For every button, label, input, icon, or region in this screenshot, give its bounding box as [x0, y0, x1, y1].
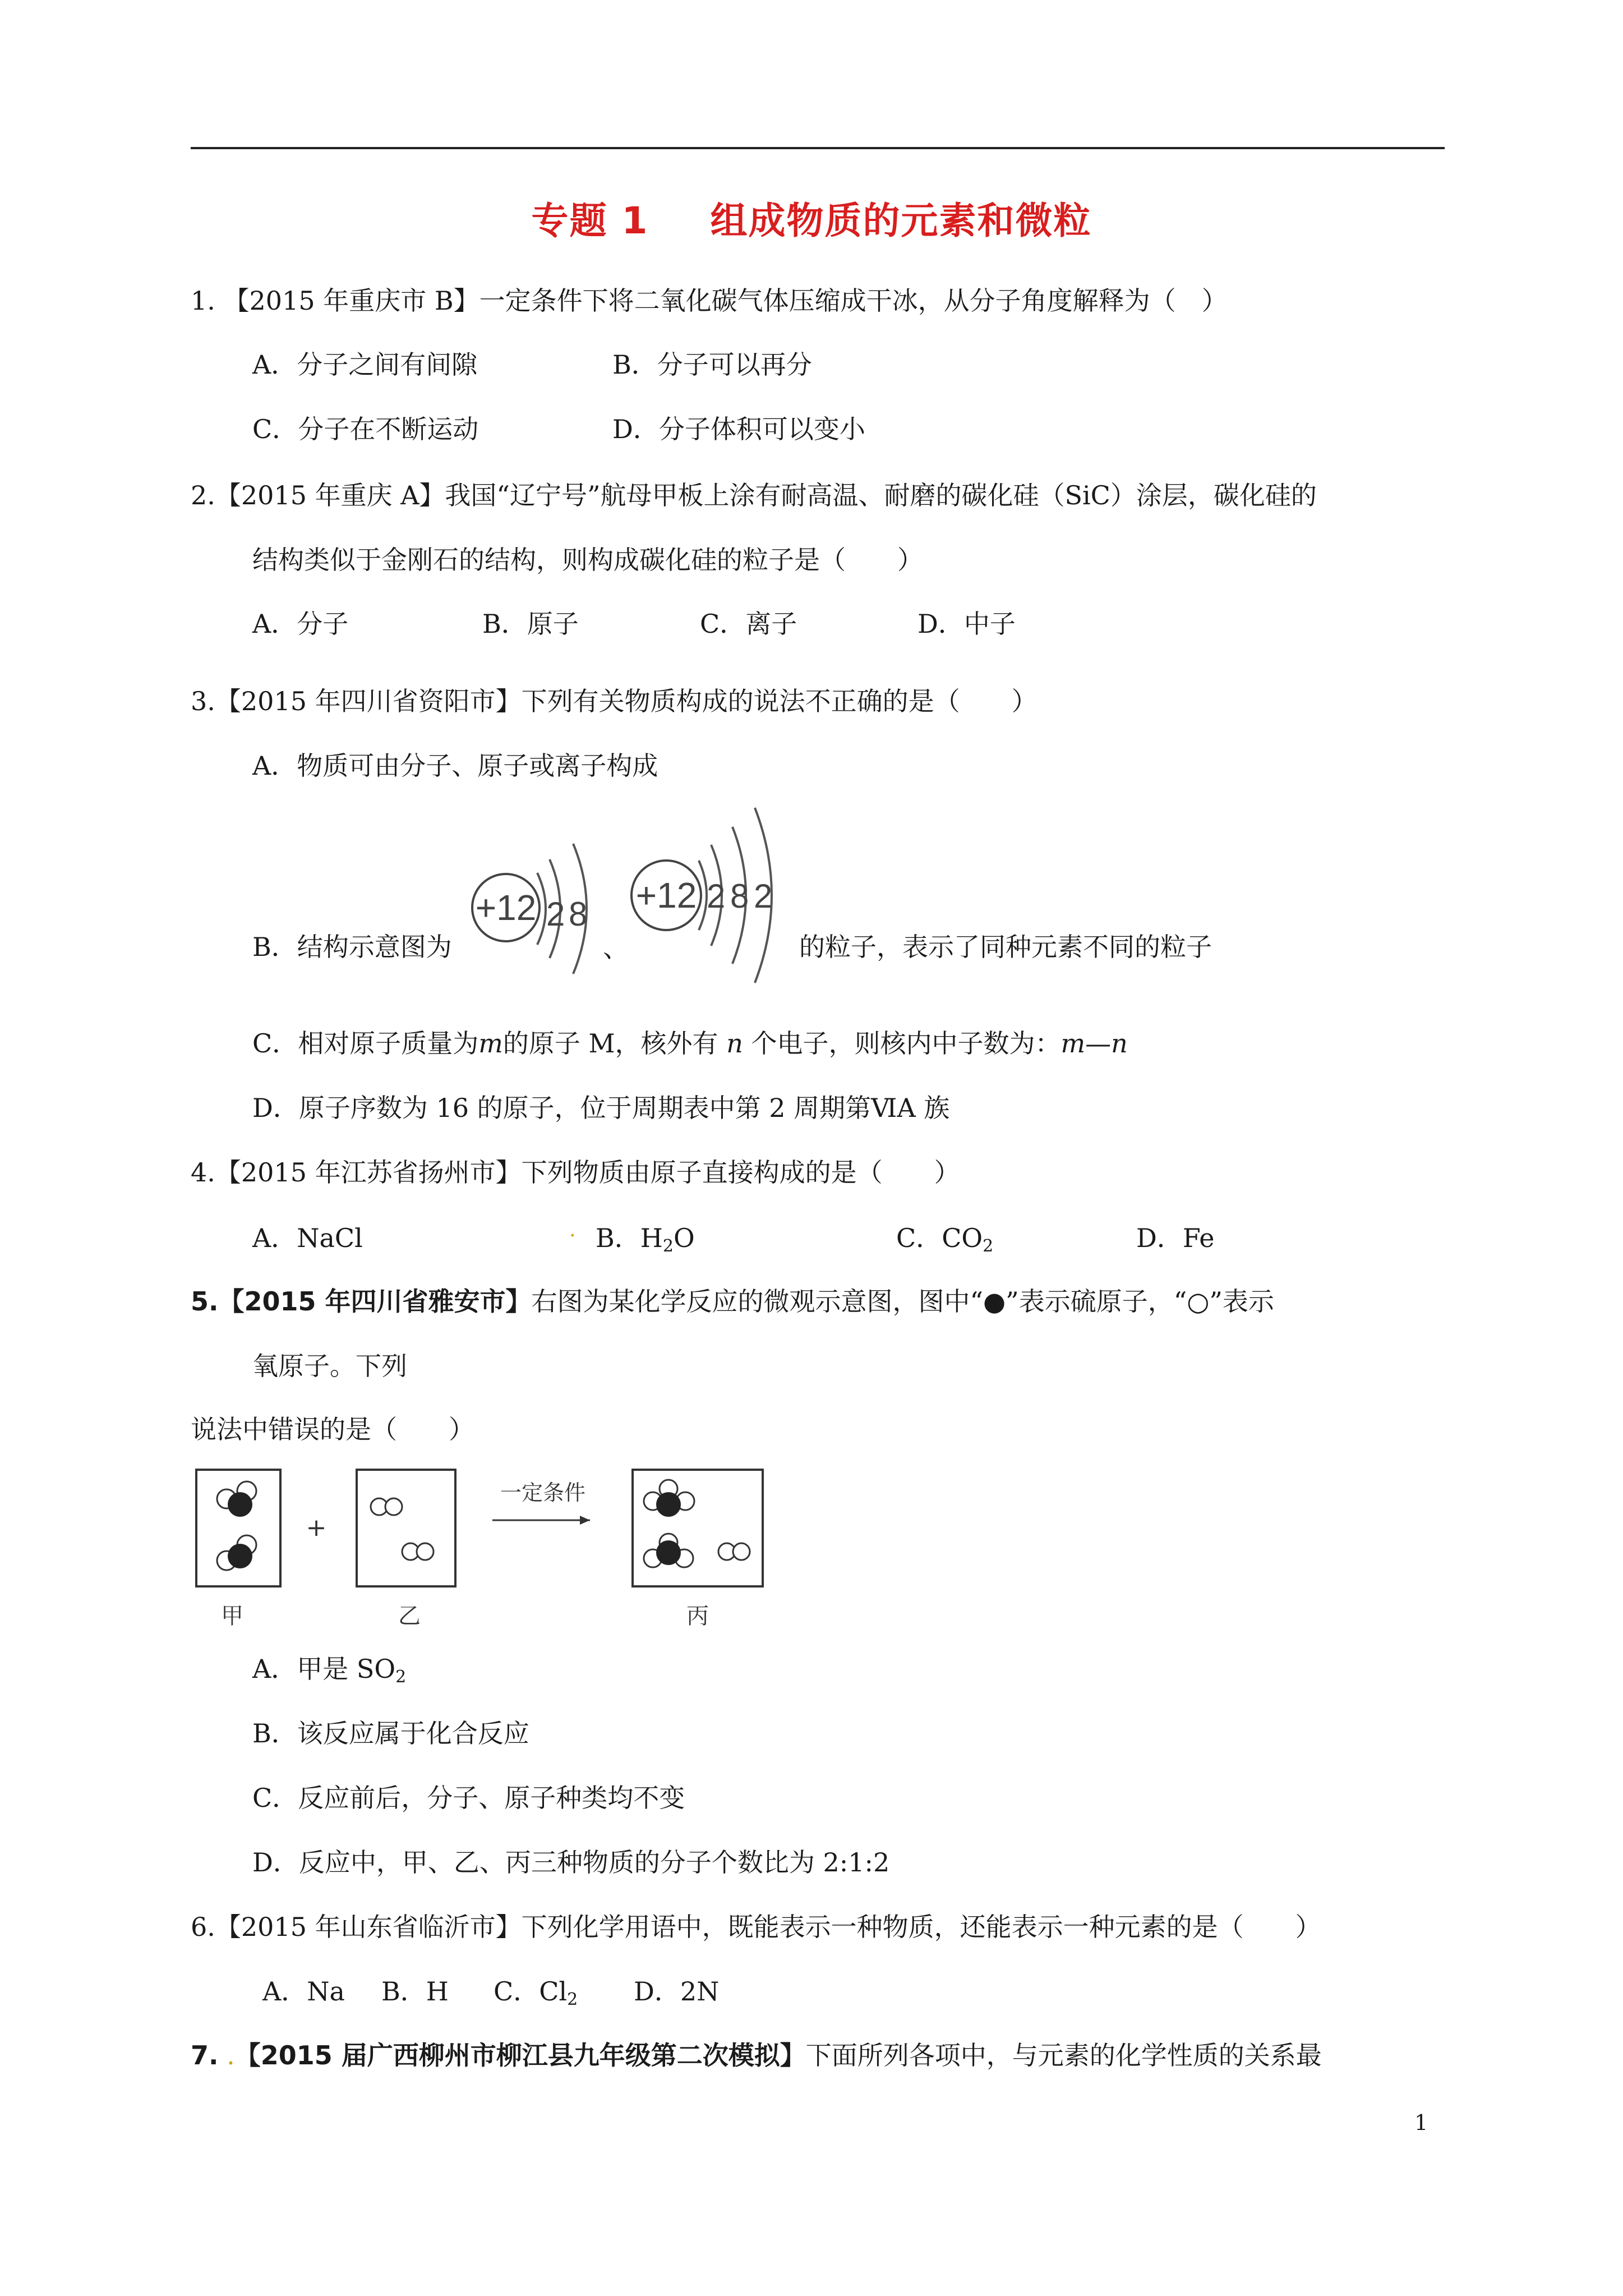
question-5	[191, 1285, 1274, 1318]
q1-option-a: A．分子之间有间隙	[252, 349, 478, 380]
q7-stem: 下面所列各项中，与元素的化学性质的关系最	[805, 2040, 1322, 2070]
q6-option-c	[494, 1975, 578, 2008]
q3-c-var-m: m	[478, 1028, 503, 1059]
arrow-label: 一定条件	[500, 1480, 586, 1505]
label-yi: 乙	[398, 1603, 421, 1629]
atom-structure-diagram-mg	[465, 819, 611, 987]
q5-option-d: D．反应中，甲、乙、丙三种物质的分子个数比为 2:1:2	[252, 1847, 890, 1878]
q3-c-text-3: 个电子，则核内中子数为：	[751, 1028, 1061, 1059]
q4-c-text: C．CO	[896, 1223, 983, 1253]
reaction-micro-diagram	[191, 1464, 774, 1632]
q2-option-c: C．离子	[700, 609, 797, 639]
q4-b-subscript: 2	[662, 1236, 674, 1256]
q7-source: 【2015 届广西柳州市柳江县九年级第二次模拟】	[234, 2040, 806, 2070]
question-7	[191, 2039, 1322, 2072]
q5-a-text: A．甲是 SO	[252, 1654, 396, 1684]
q6-c-subscript: 2	[567, 1990, 578, 2009]
o2-molecule	[371, 1498, 402, 1515]
q4-b-text-2: O	[674, 1223, 695, 1253]
q1-option-c: C．分子在不断运动	[252, 414, 479, 444]
so2-molecule	[217, 1535, 256, 1570]
q4-option-a: A．NaCl	[252, 1223, 363, 1253]
q3-option-d: D．原子序数为 16 的原子，位于周期表中第 2 周期第ⅥA 族	[252, 1093, 950, 1123]
q5-stem-line2: 氧原子。下列	[252, 1351, 407, 1381]
nucleus-charge-label: +12	[635, 875, 697, 915]
q6-stem: 下列化学用语中，既能表示一种物质，还能表示一种元素的是（ ）	[521, 1912, 1321, 1942]
q2-stem: 我国“辽宁号”航母甲板上涂有耐高温、耐磨的碳化硅（SiC）涂层，碳化硅的	[445, 480, 1317, 510]
page-number: 1	[1414, 2110, 1428, 2135]
q6-source: 【2015 年山东省临沂市】	[215, 1912, 522, 1942]
question-3	[191, 684, 1038, 718]
q3-option-a: A．物质可由分子、原子或离子构成	[252, 751, 658, 781]
so2-molecule	[217, 1481, 256, 1517]
q1-source: 【2015 年重庆市 B】	[223, 286, 479, 316]
title-topic: 专题 1	[531, 199, 649, 242]
shell-1-electrons: 2	[707, 877, 726, 915]
o2-molecule	[718, 1543, 750, 1560]
shell-2-electrons: 8	[730, 877, 749, 915]
q5-a-subscript: 2	[395, 1667, 407, 1687]
q5-stem: 右图为某化学反应的微观示意图，图中“●”表示硫原子，“○”表示	[531, 1286, 1274, 1317]
q2-stem-line2: 结构类似于金刚石的结构，则构成碳化硅的粒子是（ ）	[252, 545, 923, 575]
question-1	[191, 284, 1228, 318]
shell-2-electrons: 8	[569, 895, 588, 933]
q3-option-b-prefix: B．结构示意图为	[252, 932, 452, 962]
q2-option-d: D．中子	[917, 609, 1016, 639]
q7-number: 7.	[191, 2040, 219, 2070]
q6-option-b: B．H	[381, 1976, 449, 2007]
label-bing: 丙	[686, 1603, 709, 1629]
header-rule	[191, 147, 1445, 149]
shell-3-electrons: 2	[754, 877, 773, 915]
q4-c-subscript: 2	[983, 1236, 994, 1256]
q3-number: 3.	[191, 686, 215, 716]
q2-option-a: A．分子	[252, 609, 349, 639]
q4-option-b	[596, 1221, 695, 1255]
question-6	[191, 1910, 1321, 1944]
stray-mark: .	[227, 2040, 235, 2070]
shell-1-electrons: 2	[546, 895, 565, 933]
q1-option-b: B．分子可以再分	[612, 349, 812, 380]
q3-stem: 下列有关物质构成的说法不正确的是（ ）	[521, 686, 1038, 716]
q3-c-text-1: C．相对原子质量为	[252, 1028, 479, 1059]
q1-option-d: D．分子体积可以变小	[612, 414, 865, 444]
q6-option-d: D．2N	[634, 1976, 720, 2007]
plus-sign: +	[306, 1513, 327, 1542]
so3-molecule	[644, 1534, 693, 1567]
q4-option-c	[896, 1221, 993, 1255]
page-title	[0, 191, 1623, 244]
q3-option-b-separator: 、	[603, 933, 629, 963]
q1-number: 1.	[191, 286, 215, 316]
q2-source: 【2015 年重庆 A】	[215, 480, 445, 510]
label-jia: 甲	[221, 1603, 243, 1629]
q6-c-text: C．Cl	[494, 1976, 568, 2007]
q3-option-b-suffix: 的粒子，表示了同种元素不同的粒子	[799, 932, 1212, 962]
q2-option-b: B．原子	[482, 609, 579, 639]
q5-source: 【2015 年四川省雅安市】	[218, 1286, 532, 1317]
q5-number: 5.	[191, 1286, 219, 1317]
question-4	[191, 1156, 960, 1189]
q3-c-var-n: n	[726, 1028, 743, 1059]
q5-option-b: B．该反应属于化合反应	[252, 1718, 529, 1749]
q5-stem-line3: 说法中错误的是（ ）	[191, 1414, 474, 1444]
q4-b-text: B．H	[596, 1223, 663, 1253]
q3-option-c	[252, 1027, 1128, 1060]
q4-option-d: D．Fe	[1136, 1223, 1215, 1253]
q2-number: 2.	[191, 480, 215, 510]
q4-number: 4.	[191, 1157, 215, 1188]
q1-stem: 一定条件下将二氧化碳气体压缩成干冰，从分子角度解释为（ ）	[479, 286, 1228, 316]
q5-option-a	[252, 1652, 406, 1686]
q4-source: 【2015 年江苏省扬州市】	[215, 1157, 522, 1188]
so3-molecule	[644, 1480, 694, 1517]
q5-option-c: C．反应前后，分子、原子种类均不变	[252, 1783, 685, 1813]
o2-molecule	[402, 1543, 434, 1560]
question-2	[191, 478, 1317, 512]
q3-c-formula: m—n	[1061, 1028, 1128, 1059]
q6-option-a: A．Na	[262, 1976, 345, 2007]
stray-mark: .	[569, 1218, 576, 1241]
q4-stem: 下列物质由原子直接构成的是（ ）	[521, 1157, 960, 1188]
q3-source: 【2015 年四川省资阳市】	[215, 686, 522, 716]
ion-structure-diagram-mg	[623, 797, 796, 987]
q6-number: 6.	[191, 1912, 215, 1942]
title-text: 组成物质的元素和微粒	[710, 199, 1092, 242]
nucleus-charge-label: +12	[475, 887, 537, 928]
q3-c-text-2: 的原子 M，核外有	[502, 1028, 718, 1059]
